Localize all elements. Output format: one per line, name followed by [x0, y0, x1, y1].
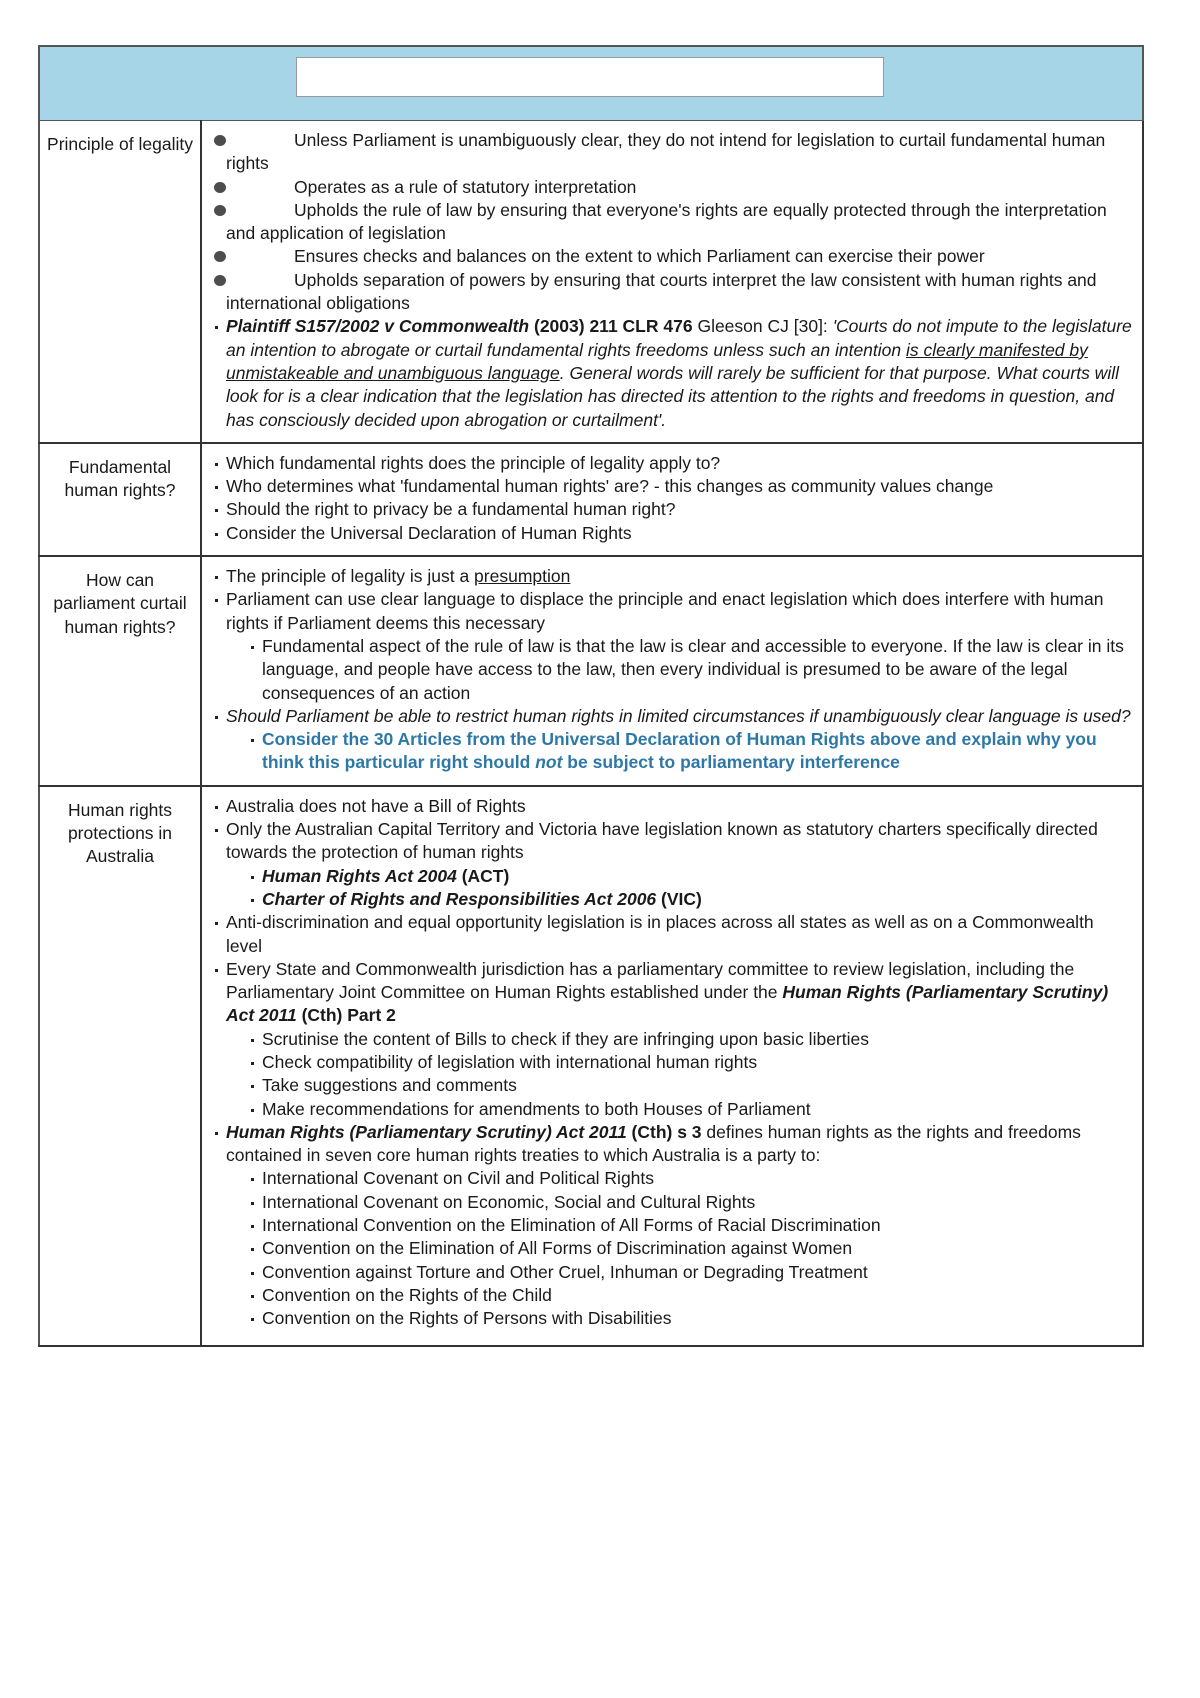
- square-bullet-icon: [251, 876, 254, 879]
- table-row: [39, 121, 1143, 443]
- row-label: Human rights protections in Australia: [39, 786, 201, 1346]
- square-bullet-icon: [215, 486, 218, 489]
- list-item: Consider the Universal Declaration of Human Rights: [226, 522, 1134, 545]
- square-bullet-icon: [251, 1062, 254, 1065]
- square-bullet-icon: [251, 646, 254, 649]
- list-item: Upholds separation of powers by ensuring that courts interpret the law consistent with human rights and international obligations: [226, 269, 1134, 316]
- list-item: Only the Australian Capital Territory and Victoria have legislation known as statutory charters specifically directed towards the protection of human rights Human Rights Act 2004 (ACT) Charter of Rights and Responsibilities Act 2006 (VIC): [226, 818, 1134, 911]
- square-bullet-icon: [251, 1085, 254, 1088]
- list-item: Ensures checks and balances on the extent to which Parliament can exercise their power: [226, 245, 1134, 268]
- table-row: [39, 556, 1143, 786]
- list-item: Consider the 30 Articles from the Universal Declaration of Human Rights above and explain why you think this particular right should not be subject to parliamentary interference: [262, 728, 1134, 775]
- square-bullet-icon: [251, 1272, 254, 1275]
- square-bullet-icon: [251, 1202, 254, 1205]
- list-item: International Covenant on Civil and Political Rights: [262, 1167, 1134, 1190]
- row-content: [201, 121, 1143, 443]
- list-item: Make recommendations for amendments to both Houses of Parliament: [262, 1098, 1134, 1121]
- square-bullet-icon: [215, 716, 218, 719]
- list-item: Check compatibility of legislation with international human rights: [262, 1051, 1134, 1074]
- list-item: Convention on the Elimination of All Forms of Discrimination against Women: [262, 1237, 1134, 1260]
- bullet-list: [226, 315, 1134, 431]
- square-bullet-icon: [215, 806, 218, 809]
- square-bullet-icon: [251, 1109, 254, 1112]
- row-content: [201, 786, 1143, 1346]
- table-header-banner: [39, 46, 1143, 121]
- list-item: Should Parliament be able to restrict human rights in limited circumstances if unambiguously clear language is used? Consider the 30 Articles from the Universal Declaration of Human Rights above and explain why you think this particular right should not be subject to parliamentary interference: [226, 705, 1134, 775]
- title-box: [296, 57, 884, 97]
- square-bullet-icon: [251, 899, 254, 902]
- table-row: [39, 443, 1143, 556]
- square-bullet-icon: [215, 1132, 218, 1135]
- sub-bullet-list: [262, 865, 1134, 912]
- list-item: International Convention on the Elimination of All Forms of Racial Discrimination: [262, 1214, 1134, 1237]
- sub-bullet-list: [262, 1028, 1134, 1121]
- row-label: Fundamental human rights?: [39, 443, 201, 556]
- circle-bullet-icon: [214, 135, 226, 146]
- list-item: Convention on the Rights of the Child: [262, 1284, 1134, 1307]
- bullet-list: [226, 452, 1134, 545]
- circle-bullet-icon: [214, 251, 226, 262]
- list-item: Upholds the rule of law by ensuring that everyone's rights are equally protected through the interpretation and application of legislation: [226, 199, 1134, 246]
- circle-bullet-list: [226, 129, 1134, 315]
- square-bullet-icon: [215, 599, 218, 602]
- list-item: Convention against Torture and Other Cruel, Inhuman or Degrading Treatment: [262, 1261, 1134, 1284]
- list-item: Who determines what 'fundamental human rights' are? - this changes as community values change: [226, 475, 1134, 498]
- sub-bullet-list: [262, 635, 1134, 705]
- square-bullet-icon: [251, 739, 254, 742]
- list-item: Anti-discrimination and equal opportunity legislation is in places across all states as well as on a Commonwealth level: [226, 911, 1134, 958]
- square-bullet-icon: [251, 1318, 254, 1321]
- notes-table: [38, 45, 1144, 1347]
- bullet-list: [226, 565, 1134, 775]
- square-bullet-icon: [215, 463, 218, 466]
- row-content: [201, 443, 1143, 556]
- row-label: How can parliament curtail human rights?: [39, 556, 201, 786]
- list-item: Every State and Commonwealth jurisdiction has a parliamentary committee to review legislation, including the Parliamentary Joint Committee on Human Rights established under the Human Rights (Parliamentary Scrutiny) Act 2011 (Cth) Part 2 Scrutinise the content of Bills to check if they are infringing upon basic liberties Check compatibility of legislation with international human rights Take suggestions and comments Make recommendations for amendments to both Houses of Parliament: [226, 958, 1134, 1121]
- list-item: Australia does not have a Bill of Rights: [226, 795, 1134, 818]
- list-item: Convention on the Rights of Persons with Disabilities: [262, 1307, 1134, 1330]
- square-bullet-icon: [251, 1295, 254, 1298]
- sub-bullet-list: [262, 1167, 1134, 1330]
- circle-bullet-icon: [214, 182, 226, 193]
- square-bullet-icon: [215, 509, 218, 512]
- circle-bullet-icon: [214, 205, 226, 216]
- list-item: Operates as a rule of statutory interpretation: [226, 176, 1134, 199]
- list-item: Human Rights (Parliamentary Scrutiny) Act 2011 (Cth) s 3 defines human rights as the rights and freedoms contained in seven core human rights treaties to which Australia is a party to: International Covenant on Civil and Political Rights International Covenant on Economic, Social and Cultural Rights International Convention on the Elimination of All Forms of Racial Discrimination Convention on the Elimination of All Forms of Discrimination against Women Convention against Torture and Other Cruel, Inhuman or Degrading Treatment Convention on the Rights of the Child Convention on the Rights of Persons with Disabilities: [226, 1121, 1134, 1331]
- row-content: [201, 556, 1143, 786]
- row-label: Principle of legality: [39, 121, 201, 443]
- case-citation-item: Plaintiff S157/2002 v Commonwealth (2003) 211 CLR 476 Gleeson CJ [30]: 'Courts do not impute to the legislature an intention to abrogate or curtail fundamental rights freedoms unless such an intention is clearly manifested by unmistakeable and unambiguous language. General words will rarely be sufficient for that purpose. What courts will look for is a clear indication that the legislation has directed its attention to the rights and freedoms in question, and has consciously decided upon abrogation or curtailment'.: [226, 315, 1134, 431]
- square-bullet-icon: [215, 533, 218, 536]
- list-item: Human Rights Act 2004 (ACT): [262, 865, 1134, 888]
- square-bullet-icon: [215, 576, 218, 579]
- list-item: The principle of legality is just a presumption: [226, 565, 1134, 588]
- list-item: Take suggestions and comments: [262, 1074, 1134, 1097]
- square-bullet-icon: [251, 1225, 254, 1228]
- list-item: Charter of Rights and Responsibilities Act 2006 (VIC): [262, 888, 1134, 911]
- square-bullet-icon: [251, 1039, 254, 1042]
- list-item: Fundamental aspect of the rule of law is that the law is clear and accessible to everyone. If the law is clear in its language, and people have access to the law, then every individual is presumed to be aware of the legal consequences of an action: [262, 635, 1134, 705]
- list-item: International Covenant on Economic, Social and Cultural Rights: [262, 1191, 1134, 1214]
- list-item: Scrutinise the content of Bills to check if they are infringing upon basic liberties: [262, 1028, 1134, 1051]
- list-item: Parliament can use clear language to displace the principle and enact legislation which does interfere with human rights if Parliament deems this necessary Fundamental aspect of the rule of law is that the law is clear and accessible to everyone. If the law is clear in its language, and people have access to the law, then every individual is presumed to be aware of the legal consequences of an action: [226, 588, 1134, 704]
- square-bullet-icon: [251, 1248, 254, 1251]
- list-item: Which fundamental rights does the principle of legality apply to?: [226, 452, 1134, 475]
- square-bullet-icon: [215, 922, 218, 925]
- table-row: [39, 786, 1143, 1346]
- square-bullet-icon: [251, 1178, 254, 1181]
- circle-bullet-icon: [214, 275, 226, 286]
- sub-bullet-list: [262, 728, 1134, 775]
- list-item: Unless Parliament is unambiguously clear, they do not intend for legislation to curtail fundamental human rights: [226, 129, 1134, 176]
- square-bullet-icon: [215, 829, 218, 832]
- bullet-list: [226, 795, 1134, 1331]
- square-bullet-icon: [215, 969, 218, 972]
- list-item: Should the right to privacy be a fundamental human right?: [226, 498, 1134, 521]
- square-bullet-icon: [215, 326, 218, 329]
